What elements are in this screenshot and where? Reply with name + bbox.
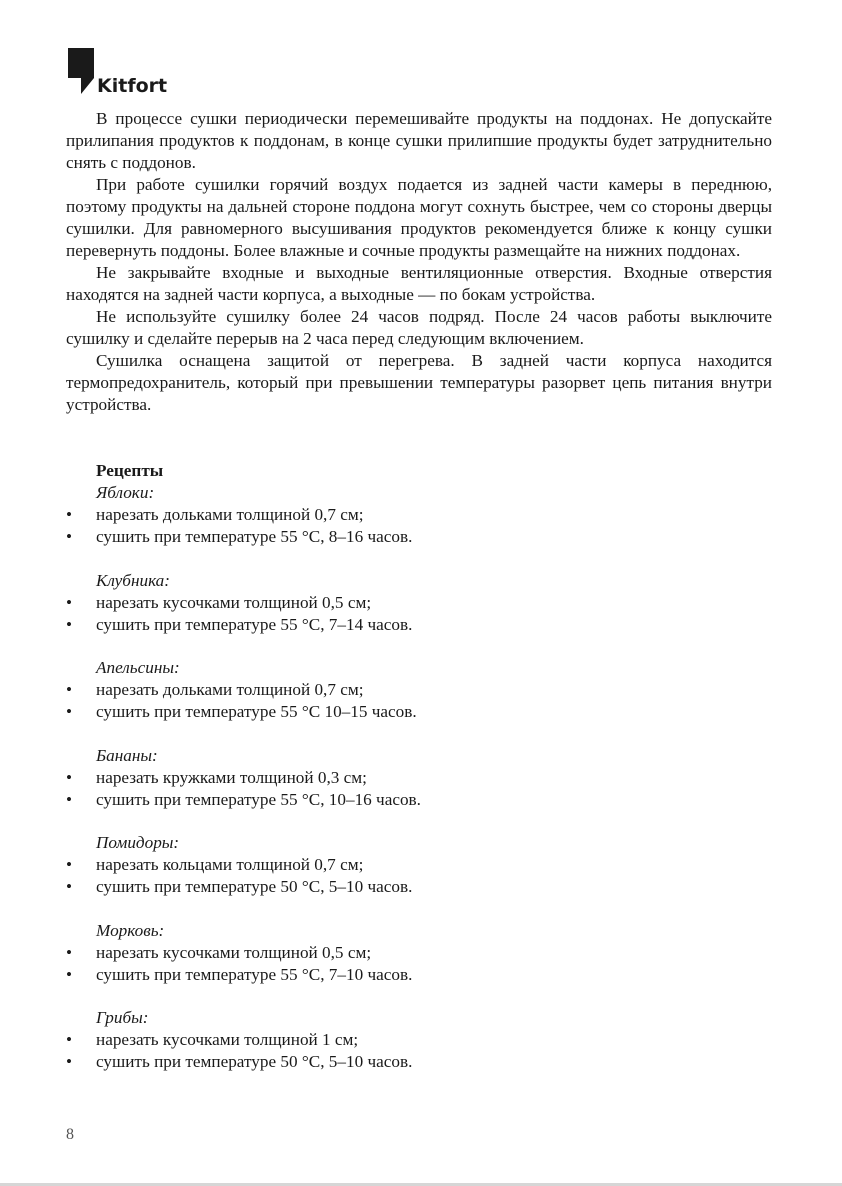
recipe-step: нарезать кружками толщиной 0,3 см; — [96, 767, 367, 787]
bullet-icon: • — [66, 505, 73, 524]
recipe-item — [66, 920, 772, 986]
recipe-item — [66, 657, 772, 723]
bullet-icon: • — [66, 877, 73, 896]
recipe-steps — [66, 592, 772, 636]
recipe-steps — [66, 942, 772, 986]
list-item — [66, 592, 772, 614]
list-item — [66, 789, 772, 811]
list-item — [66, 679, 772, 701]
recipe-item — [66, 832, 772, 898]
list-item — [66, 767, 772, 789]
recipe-name: Бананы: — [96, 745, 158, 765]
list-item — [66, 701, 772, 723]
list-item — [66, 504, 772, 526]
recipe-step: нарезать кусочками толщиной 0,5 см; — [96, 942, 372, 962]
bullet-icon: • — [66, 527, 73, 546]
recipe-steps — [66, 767, 772, 811]
recipe-steps — [66, 504, 772, 548]
recipe-name: Грибы: — [96, 1008, 149, 1027]
bullet-icon: • — [66, 702, 73, 721]
brand-logo — [68, 48, 188, 100]
recipe-step: нарезать дольками толщиной 0,7 см; — [96, 505, 364, 524]
recipes-section — [66, 460, 772, 1095]
recipe-name: Яблоки: — [96, 483, 155, 502]
list-item — [66, 942, 772, 964]
recipe-item — [66, 745, 772, 811]
list-item — [66, 1051, 772, 1073]
recipe-step: сушить при температуре 50 °С, 5–10 часов. — [96, 1052, 413, 1071]
recipe-item — [66, 1007, 772, 1073]
recipe-name: Морковь: — [96, 920, 165, 940]
recipe-steps — [66, 679, 772, 723]
recipe-name: Помидоры: — [96, 833, 180, 852]
recipe-item — [66, 482, 772, 548]
bullet-icon: • — [66, 614, 73, 634]
recipe-name: Клубника: — [96, 570, 171, 590]
list-item — [66, 614, 772, 636]
recipe-step: нарезать кусочками толщиной 0,5 см; — [96, 592, 372, 612]
list-item — [66, 1029, 772, 1051]
bullet-icon: • — [66, 855, 73, 874]
recipe-step: сушить при температуре 55 °С, 7–10 часов. — [96, 964, 413, 984]
recipe-step: сушить при температуре 55 °С 10–15 часов. — [96, 702, 417, 721]
list-item — [66, 854, 772, 876]
recipe-steps — [66, 1029, 772, 1073]
recipe-step: сушить при температуре 55 °С, 7–14 часов. — [96, 614, 413, 634]
recipe-item — [66, 570, 772, 636]
paragraph: Не закрывайте входные и выходные вентиляционные отверстия. Входные отверстия находятся на задней части корпуса, а выходные — по бокам устройства. — [66, 263, 772, 304]
paragraph: Не используйте сушилку более 24 часов подряд. После 24 часов работы выключите сушилку и сделайте перерыв на 2 часа перед следующим включением. — [66, 307, 772, 348]
paragraph: При работе сушилки горячий воздух подается из задней части камеры в переднюю, поэтому продукты на дальней стороне поддона могут сохнуть быстрее, чем со стороны дверцы сушилки. Для равномерного высушивания продуктов рекомендуется ближе к концу сушки перевернуть поддоны. Более влажные и сочные продукты размещайте на нижних поддонах. — [66, 175, 772, 260]
list-item — [66, 526, 772, 548]
recipe-steps — [66, 854, 772, 898]
list-item — [66, 964, 772, 986]
paragraph: В процессе сушки периодически перемешивайте продукты на поддонах. Не допускайте прилипания продуктов к поддонам, в конце сушки прилипшие продукты будет затруднительно снять с поддонов. — [66, 109, 772, 172]
bullet-icon: • — [66, 592, 73, 612]
brand-name: Kitfort — [97, 75, 168, 97]
bullet-icon: • — [66, 767, 73, 787]
recipe-step: сушить при температуре 55 °С, 10–16 часов. — [96, 789, 421, 809]
bullet-icon: • — [66, 789, 73, 809]
bullet-icon: • — [66, 942, 73, 962]
list-item — [66, 876, 772, 898]
recipe-step: сушить при температуре 50 °С, 5–10 часов. — [96, 877, 413, 896]
bullet-icon: • — [66, 680, 73, 699]
recipe-step: нарезать кольцами толщиной 0,7 см; — [96, 855, 364, 874]
bullet-icon: • — [66, 1030, 73, 1049]
kitfort-logo-mark-icon — [68, 48, 94, 94]
page-number: 8 — [66, 1126, 74, 1143]
paragraph: Сушилка оснащена защитой от перегрева. В задней части корпуса находится термопредохранитель, который при превышении температуры разорвет цепь питания внутри устройства. — [66, 351, 772, 414]
bullet-icon: • — [66, 1052, 73, 1071]
bullet-icon: • — [66, 964, 73, 984]
body-text — [66, 108, 772, 416]
recipe-step: нарезать кусочками толщиной 1 см; — [96, 1030, 359, 1049]
recipe-step: нарезать дольками толщиной 0,7 см; — [96, 680, 364, 699]
recipes-heading: Рецепты — [96, 461, 164, 480]
recipe-step: сушить при температуре 55 °С, 8–16 часов. — [96, 527, 413, 546]
recipe-name: Апельсины: — [96, 658, 180, 677]
